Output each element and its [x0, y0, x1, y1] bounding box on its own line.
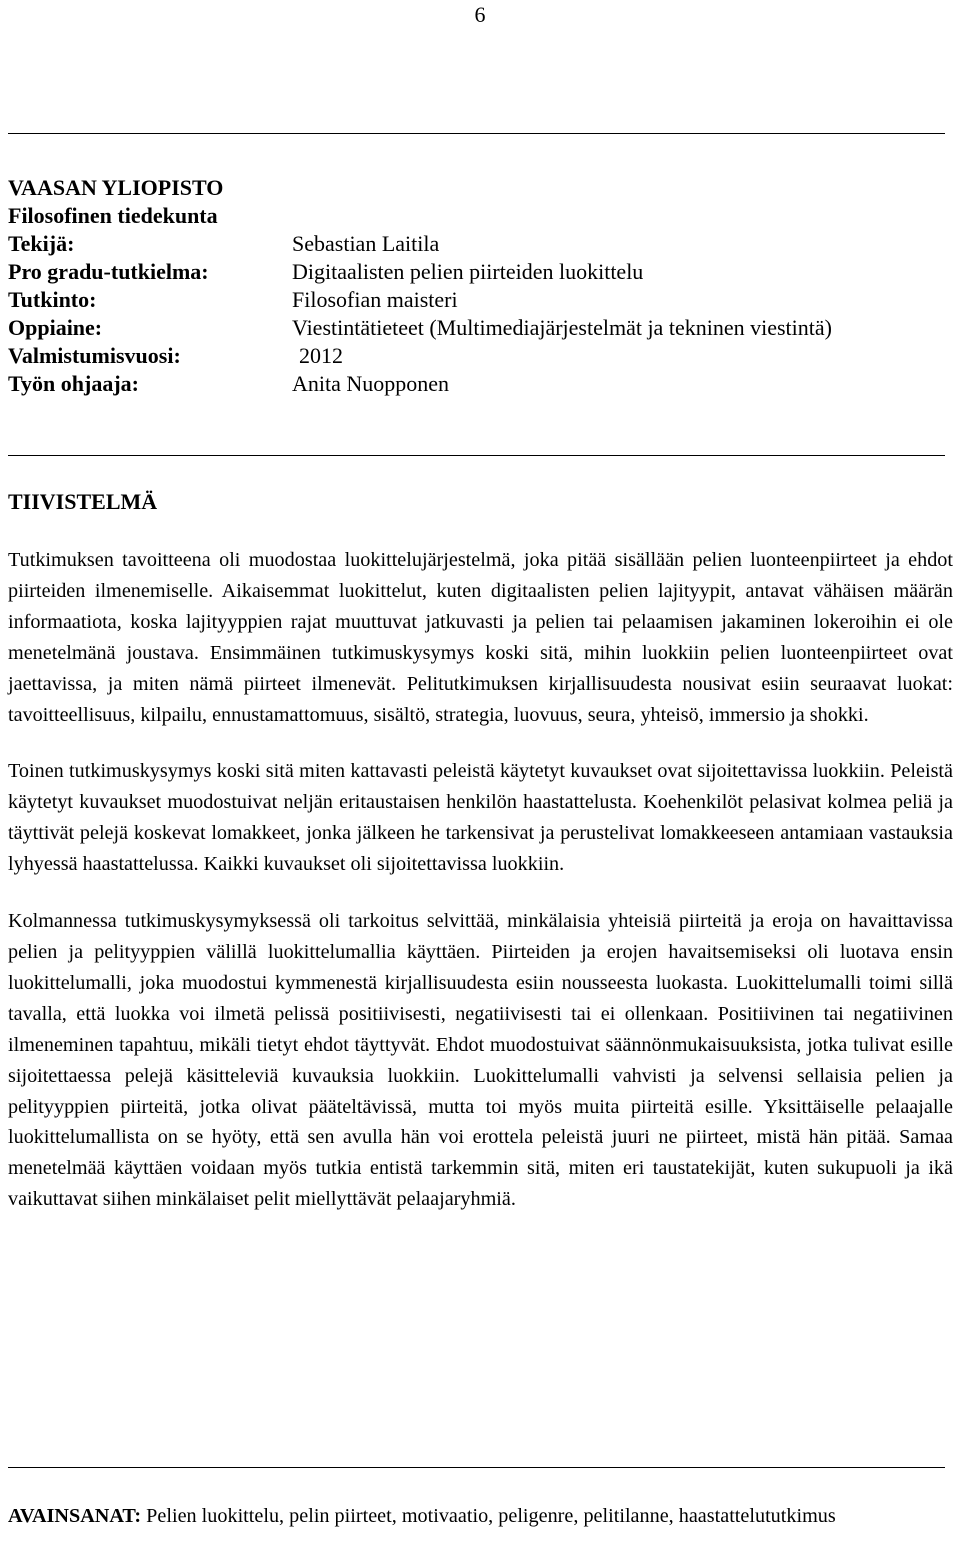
- meta-value: Anita Nuopponen: [292, 371, 450, 396]
- page-number: 6: [474, 2, 486, 27]
- meta-row-supervisor: [8, 370, 953, 398]
- thesis-header: [8, 174, 953, 398]
- abstract-body: [8, 545, 953, 1241]
- top-divider: [8, 133, 945, 134]
- meta-value: Filosofian maisteri: [292, 287, 458, 312]
- meta-row-thesis: [8, 258, 953, 286]
- meta-row-year: [8, 342, 953, 370]
- meta-label: Työn ohjaaja:: [8, 371, 139, 396]
- meta-label: Oppiaine:: [8, 315, 103, 340]
- meta-row-degree: [8, 286, 953, 314]
- meta-value: Sebastian Laitila: [292, 231, 440, 256]
- abstract-title: TIIVISTELMÄ: [8, 489, 158, 514]
- meta-value: Digitaalisten pelien piirteiden luokittelu: [292, 259, 644, 284]
- keywords-text: Pelien luokittelu, pelin piirteet, motivaatio, peligenre, pelitilanne, haastattelututkimus: [146, 1505, 836, 1527]
- meta-value: 2012: [299, 343, 343, 368]
- meta-row-subject: [8, 314, 953, 342]
- abstract-paragraph: Toinen tutkimuskysymys koski sitä miten kattavasti peleistä käytetyt kuvaukset ovat sijoitettavissa luokkiin. Peleistä käytetyt kuvaukset muodostuivat neljän eritaustaisen henkilön haastattelusta. Koehenkilöt pelasivat kolmea peliä ja täyttivät pelejä koskevat lomakkeet, jonka jälkeen he tarkensivat ja perustelivat lomakkeeseen antamiaan vastauksia lyhyessä haastattelussa. Kaikki kuvaukset oli sijoitettavissa luokkiin.: [8, 760, 953, 876]
- meta-label: Pro gradu-tutkielma:: [8, 259, 209, 284]
- abstract-paragraph: Kolmannessa tutkimuskysymyksessä oli tarkoitus selvittää, minkälaisia yhteisiä piirteitä ja eroja on havaittavissa pelien ja pelityyppien välillä luokittelumallia käyttäen. Piirteiden ja erojen havaitsemiseksi oli luotava ensin luokittelumalli, joka muodostui kymmenestä kirjallisuudesta esiin nousseesta luokasta. Luokittelumalli toimi sillä tavalla, että luokka voi ilmetä pelissä positiivisesti, negatiivisesti tai ei ollenkaan. Positiivinen tai negatiivinen ilmeneminen tapahtuu, mikäli tietyt ehdot täyttyvät. Ehdot muodostuivat säännönmukaisuuksista, jotka tulivat esille sijoitettaessa pelejä käsitteleviä kuvauksia luokkiin. Luokittelumalli vahvisti ja selvensi sellaisia pelien ja pelityyppien piirteitä, jotka olivat pääteltävissä, mutta toi myös muita piirteitä esille. Yksittäiselle pelaajalle luokittelumallista on se hyöty, että sen avulla hän voi erottela peleistä juuri ne piirteet, mistä hän pitää. Samaa menetelmää käyttäen voidaan myös tutkia entistä tarkemmin sitä, miten eri taustatekijät, kuten sukupuoli ja ikä vaikuttavat siihen minkälaiset pelit miellyttävät pelaajaryhmiä.: [8, 910, 953, 1211]
- keywords-label: AVAINSANAT:: [8, 1505, 142, 1527]
- meta-row-author: [8, 230, 953, 258]
- keywords: [8, 1501, 953, 1532]
- header-divider: [8, 455, 945, 456]
- faculty-name: Filosofinen tiedekunta: [8, 203, 218, 228]
- meta-label: Tutkinto:: [8, 287, 97, 312]
- abstract-paragraph: Tutkimuksen tavoitteena oli muodostaa luokittelujärjestelmä, joka pitää sisällään pelien luonteenpiirteet ja ehdot piirteiden ilmenemiselle. Aikaisemmat luokittelut, kuten digitaalisten pelien lajityypit, antavat vähäisen määrän informaatiota, koska lajityyppien rajat muuttuvat jatkuvasti ja pelien tai pelaamisen jakaminen lokeroihin ei ole menetelmänä joustava. Ensimmäinen tutkimuskysymys koski sitä, mihin luokkiin pelien luonteenpiirteet ovat jaettavissa, ja miten nämä piirteet ilmenevät. Pelitutkimuksen kirjallisuudesta nousivat esiin seuraavat luokat: tavoitteellisuus, kilpailu, ennustamattomuus, sisältö, strategia, luovuus, seura, yhteisö, immersio ja shokki.: [8, 549, 953, 726]
- meta-label: Valmistumisvuosi:: [8, 343, 181, 368]
- meta-value: Viestintätieteet (Multimediajärjestelmät ja tekninen viestintä): [292, 315, 832, 340]
- meta-label: Tekijä:: [8, 231, 75, 256]
- footer-divider: [8, 1467, 945, 1468]
- university-name: VAASAN YLIOPISTO: [8, 175, 224, 200]
